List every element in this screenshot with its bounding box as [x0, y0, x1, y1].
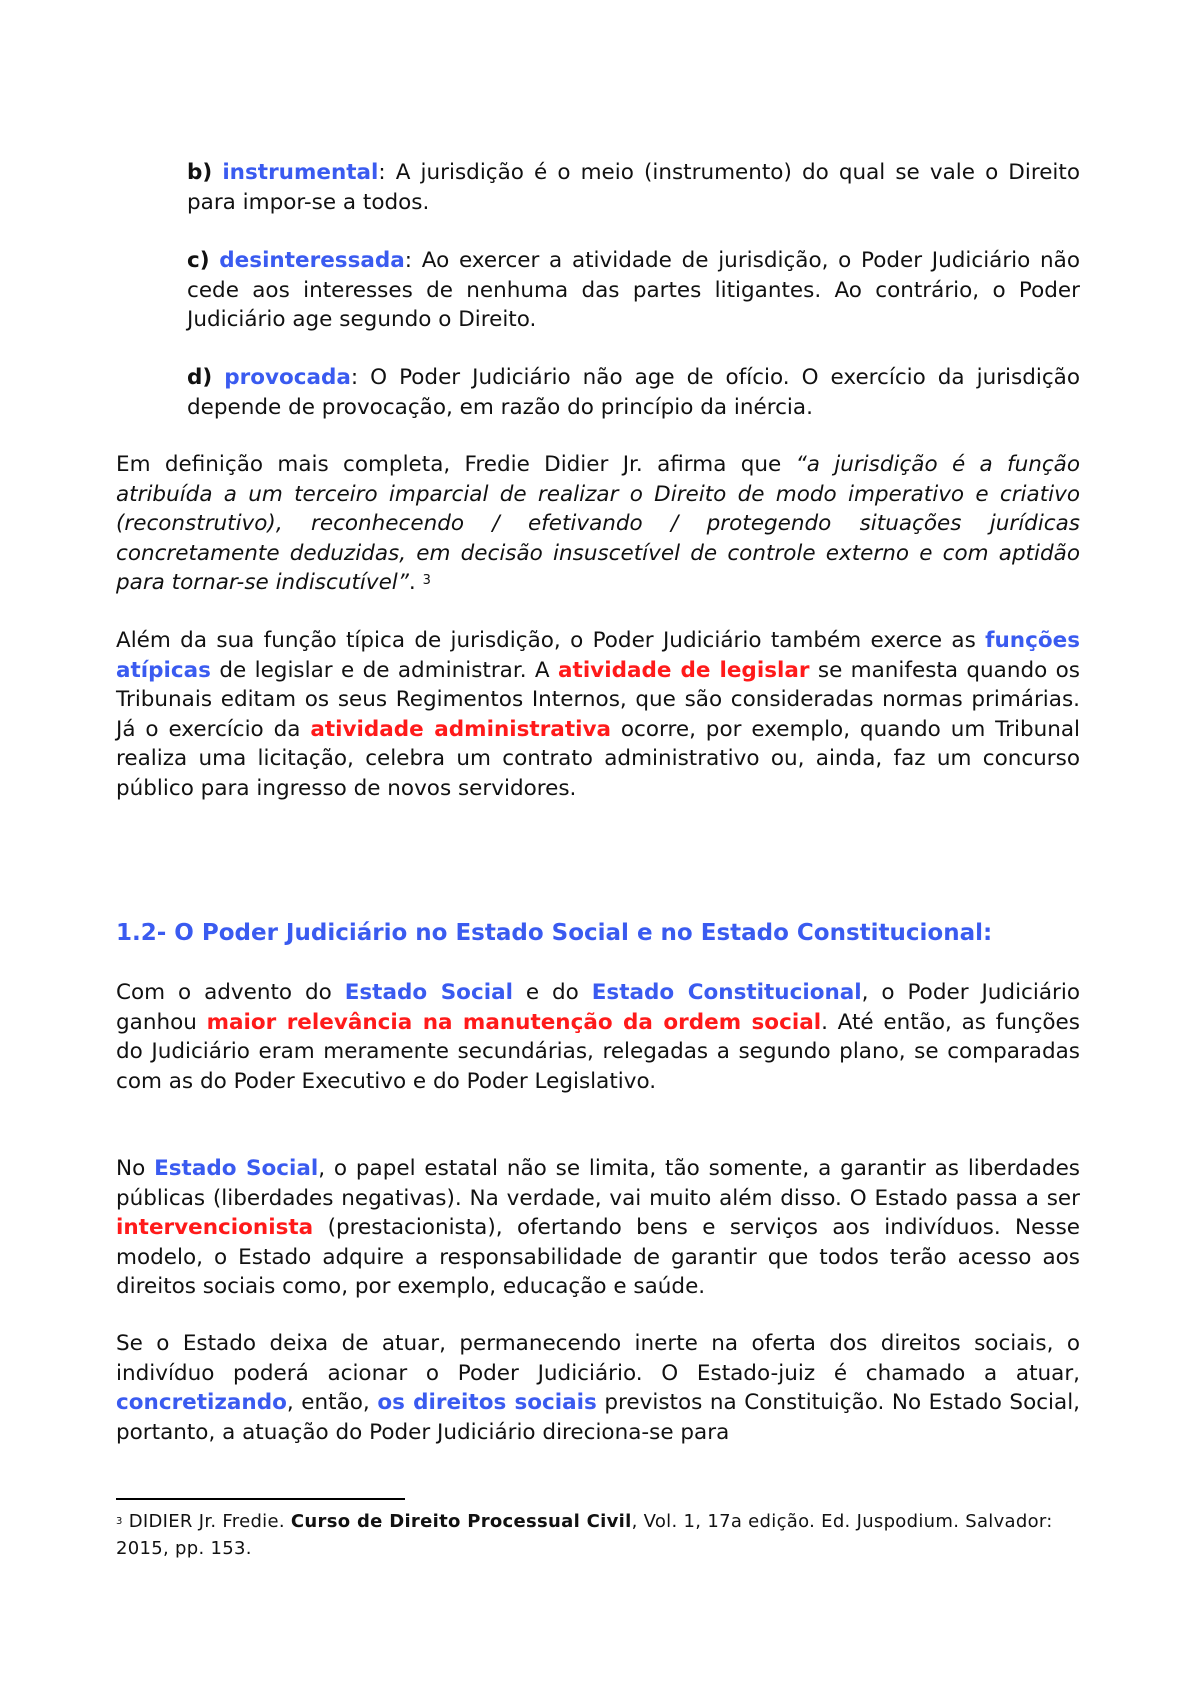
text-segment: Se o Estado deixa de atuar, permanecendo inerte na oferta dos direitos sociais, o indivíduo poderá acionar o Poder Judiciário. O Estado-juiz é chamado a atuar,	[116, 1331, 1080, 1386]
item-d-term: provocada	[224, 365, 351, 390]
item-b-letter: b)	[187, 160, 213, 185]
text-segment: e do	[512, 980, 592, 1005]
highlight-maior-relevancia: maior relevância na manutenção da ordem social	[206, 1009, 822, 1035]
footnote-text: DIDIER Jr. Fredie.	[122, 1511, 291, 1532]
text-segment: , então,	[286, 1390, 378, 1415]
item-c-text: : Ao exercer a atividade de jurisdição, o Poder Judiciário não cede aos interesses de nenhuma das partes litigantes. Ao contrário, o Poder Judiciário age segundo o Direito.	[187, 248, 1080, 332]
footnote	[116, 1508, 1080, 1562]
text-segment: de legislar e de administrar. A	[210, 657, 559, 683]
highlight-atividade-administrativa: atividade administrativa	[310, 716, 611, 742]
highlight-intervencionista: intervencionista	[116, 1215, 314, 1240]
item-b-term: instrumental	[222, 160, 379, 185]
item-c-paragraph	[187, 246, 1080, 335]
item-b-text: : A jurisdição é o meio (instrumento) do qual se vale o Direito para impor-se a todos.	[187, 160, 1080, 215]
item-d-text: : O Poder Judiciário não age de ofício. O exercício da jurisdição depende de provocação, em razão do princípio da inércia.	[187, 365, 1080, 420]
didier-quote: “a jurisdição é a função atribuída a um terceiro imparcial de realizar o Direito de modo imperativo e criativo (reconstrutivo), reconhecendo / efetivando / protegendo situações jurídicas concretamente deduzidas, em decisão insuscetível de controle externo e com aptidão para tornar-se indiscutível”	[116, 452, 1080, 595]
item-b-paragraph	[187, 158, 1080, 217]
footnote-mark: 3	[116, 1516, 123, 1527]
estado-inerte-paragraph	[116, 1329, 1080, 1447]
footnote-text: , Vol. 1, 17a edição. Ed. Juspodium. Salvador: 2015, pp. 153.	[116, 1511, 1053, 1559]
text-segment: , o Poder Judiciário ganhou	[116, 980, 1080, 1035]
highlight-atividade-legislar: atividade de legislar	[558, 657, 810, 683]
highlight-direitos-sociais: os direitos sociais	[377, 1390, 597, 1415]
item-c-letter: c)	[187, 248, 210, 273]
text-segment: ocorre, por exemplo, quando um Tribunal realiza uma licitação, celebra um contrato administrativo ou, ainda, faz um concurso público para ingresso de novos servidores.	[116, 716, 1081, 801]
highlight-estado-constitucional: Estado Constitucional	[591, 980, 862, 1005]
item-d-paragraph	[187, 363, 1080, 422]
didier-end: .	[408, 570, 416, 595]
highlight-funcoes-atipicas: funções atípicas	[116, 628, 1080, 683]
section-heading: 1.2- O Poder Judiciário no Estado Social e no Estado Constitucional:	[116, 920, 993, 946]
text-segment: . Até então, as funções do Judiciário eram meramente secundárias, relegadas a segundo plano, se comparadas com as do Poder Executivo e do Poder Legislativo.	[116, 1009, 1080, 1094]
footnote-reference[interactable]: 3	[422, 573, 431, 588]
item-c-term: desinteressada	[219, 248, 405, 273]
text-segment: Além da sua função típica de jurisdição, o Poder Judiciário também exerce as	[116, 628, 986, 653]
atypical-functions-paragraph	[116, 626, 1080, 803]
text-segment: previstos na Constituição. No Estado Social, portanto, a atuação do Poder Judiciário direciona-se para	[116, 1390, 1081, 1445]
estado-social-paragraph	[116, 1154, 1080, 1302]
highlight-concretizando: concretizando	[116, 1390, 287, 1415]
text-segment: , o papel estatal não se limita, tão somente, a garantir as liberdades públicas (liberdades negativas). Na verdade, vai muito além disso. O Estado passa a ser	[116, 1156, 1080, 1211]
didier-intro: Em definição mais completa, Fredie Didier Jr. afirma que	[116, 452, 796, 477]
text-segment: No	[116, 1156, 155, 1181]
text-segment: Com o advento do	[116, 980, 345, 1005]
didier-definition-paragraph	[116, 450, 1080, 598]
highlight-estado-social: Estado Social	[344, 980, 513, 1005]
text-segment: (prestacionista), ofertando bens e serviços aos indivíduos. Nesse modelo, o Estado adquire a responsabilidade de garantir que todos terão acesso aos direitos sociais como, por exemplo, educação e saúde.	[116, 1215, 1080, 1299]
footnote-separator	[116, 1498, 405, 1500]
footnote-book-title: Curso de Direito Processual Civil	[290, 1511, 632, 1532]
advento-paragraph	[116, 978, 1080, 1096]
item-d-letter: d)	[187, 365, 213, 390]
text-segment: se manifesta quando os Tribunais editam os seus Regimentos Internos, que são consideradas normas primárias. Já o exercício da	[116, 657, 1080, 742]
highlight-estado-social: Estado Social	[154, 1156, 319, 1181]
